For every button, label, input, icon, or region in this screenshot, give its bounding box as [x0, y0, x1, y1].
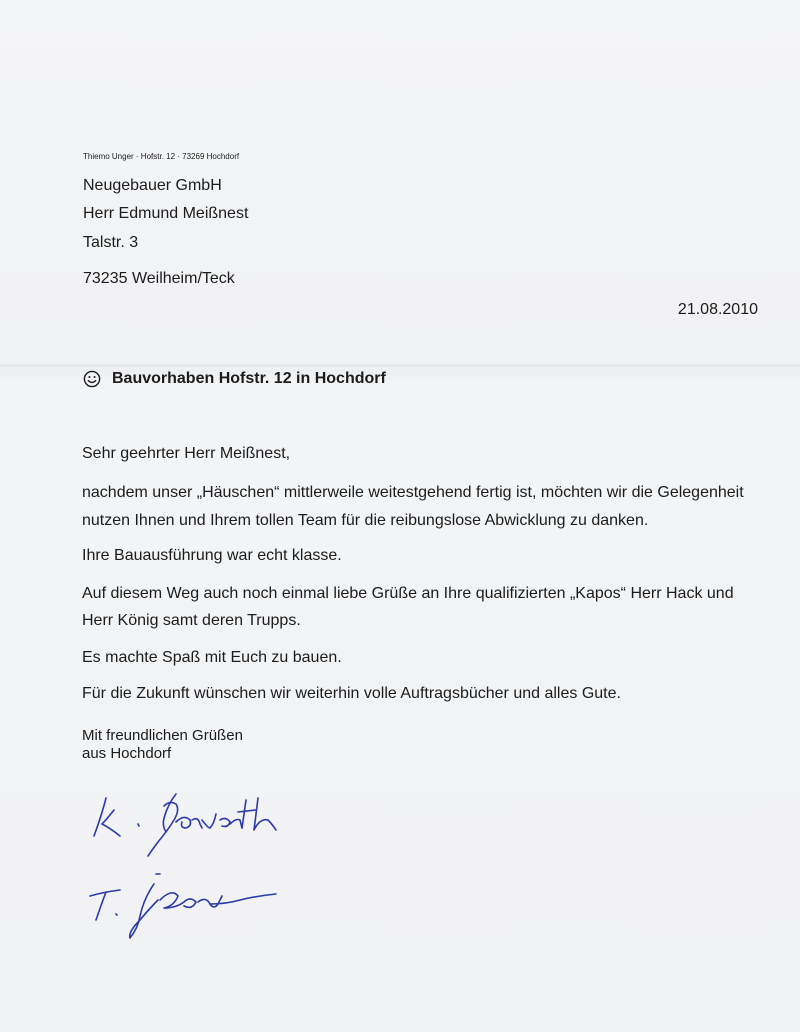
- recipient-person: Herr Edmund Meißnest: [83, 205, 249, 222]
- sender-line: Thiemo Unger · Hofstr. 12 · 73269 Hochdorf: [83, 152, 240, 161]
- paragraph-1-line-2: nutzen Ihnen und Ihrem tollen Team für die reibungslose Abwicklung zu danken.: [82, 512, 649, 529]
- closing-line-2: aus Hochdorf: [82, 745, 172, 762]
- closing-line-1: Mit freundlichen Grüßen: [82, 727, 243, 744]
- paragraph-2: Ihre Bauausführung war echt klasse.: [82, 547, 342, 564]
- letter-date: 21.08.2010: [677, 301, 758, 318]
- paragraph-4: Es machte Spaß mit Euch zu bauen.: [82, 649, 342, 666]
- paragraph-3-line-2: Herr König samt deren Trupps.: [82, 612, 301, 629]
- paragraph-5: Für die Zukunft wünschen wir weiterhin volle Auftragsbücher und alles Gute.: [82, 685, 621, 702]
- recipient-street: Talstr. 3: [83, 234, 139, 251]
- subject-line: [83, 370, 386, 388]
- recipient-company: Neugebauer GmbH: [83, 177, 222, 194]
- subject-text: Bauvorhaben Hofstr. 12 in Hochdorf: [112, 370, 386, 387]
- paragraph-3-line-1: Auf diesem Weg auch noch einmal liebe Grüße an Ihre qualifizierten „Kapos“ Herr Hack und: [82, 585, 734, 602]
- paper-fold-line: [0, 364, 800, 367]
- recipient-city: 73235 Weilheim/Teck: [83, 270, 235, 287]
- handwritten-signatures: [80, 780, 400, 950]
- paragraph-1-line-1: nachdem unser „Häuschen“ mittlerweile weitestgehend fertig ist, möchten wir die Gelegenheit: [82, 484, 744, 501]
- salutation: Sehr geehrter Herr Meißnest,: [82, 445, 291, 462]
- signature-ink: [90, 794, 276, 938]
- smiley-icon: [83, 370, 101, 388]
